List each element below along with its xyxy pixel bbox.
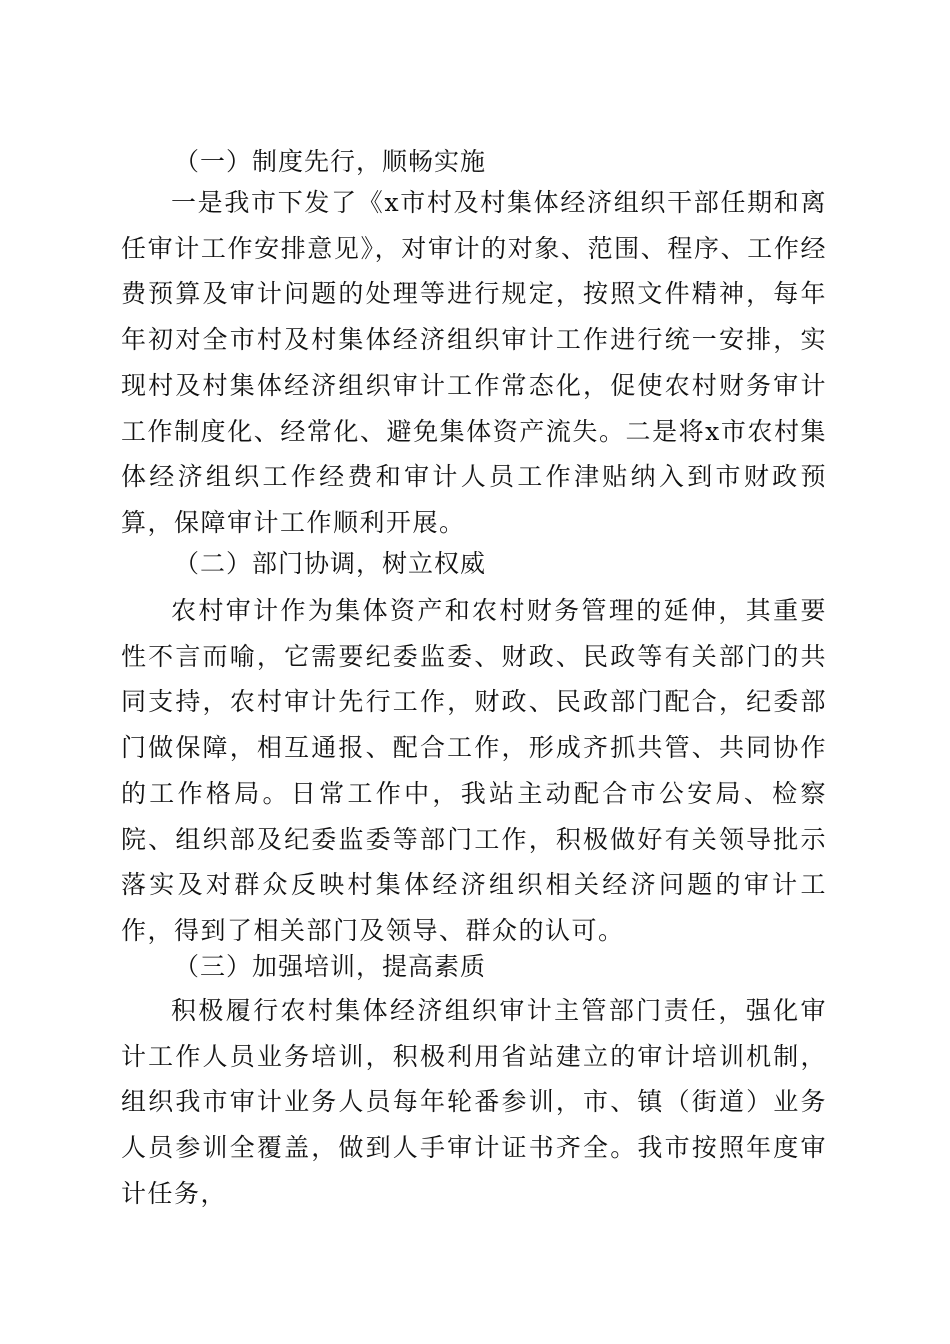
- section-heading-3: （三）加强培训，提高素质: [174, 952, 487, 981]
- section-paragraph-1: 一是我市下发了《x市村及村集体经济组织干部任期和离任审计工作安排意见》，对审计的对象、范围、程序、工作经费预算及审计问题的处理等进行规定，按照文件精神，每年年初对全市村及村集体经济组织审计工作进行统一安排，实现村及村集体经济组织审计工作常态化，促使农村财务审计工作制度化、经常化、避免集体资产流失。二是将x市农村集体经济组织工作经费和审计人员工作津贴纳入到市财政预算，保障审计工作顺利开展。: [121, 188, 827, 537]
- section-heading-2: （二）部门协调，树立权威: [174, 549, 487, 578]
- section-paragraph-2: 农村审计作为集体资产和农村财务管理的延伸，其重要性不言而喻，它需要纪委监委、财政、民政等有关部门的共同支持，农村审计先行工作，财政、民政部门配合，纪委部门做保障，相互通报、配合工作，形成齐抓共管、共同协作的工作格局。日常工作中，我站主动配合市公安局、检察院、组织部及纪委监委等部门工作，积极做好有关领导批示落实及对群众反映村集体经济组织相关经济问题的审计工作，得到了相关部门及领导、群众的认可。: [121, 596, 827, 945]
- section-heading-1: （一）制度先行，顺畅实施: [174, 147, 487, 176]
- section-paragraph-3: 积极履行农村集体经济组织审计主管部门责任，强化审计工作人员业务培训，积极利用省站建立的审计培训机制，组织我市审计业务人员每年轮番参训，市、镇（街道）业务人员参训全覆盖，做到人手审计证书齐全。我市按照年度审计任务，: [121, 996, 827, 1208]
